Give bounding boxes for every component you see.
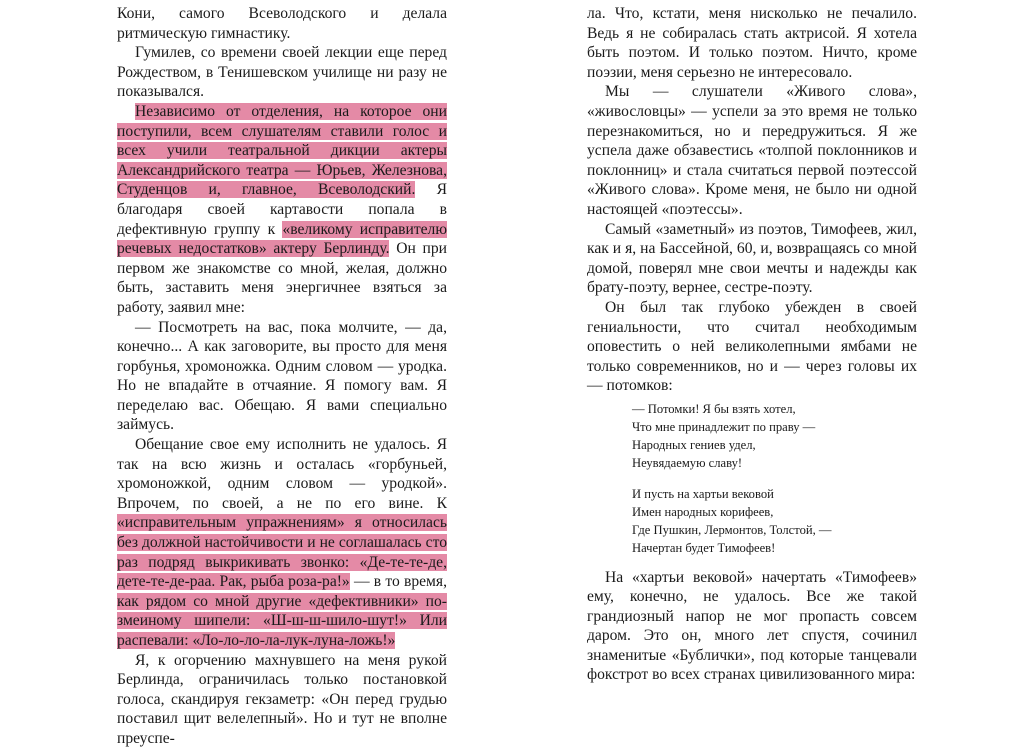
left-paragraph-5-text-b: — в то время, (349, 573, 447, 591)
left-page (117, 4, 447, 749)
poem-stanza-2 (632, 485, 917, 558)
right-paragraph-1: ла. Что, кстати, меня нисколько не печалило. Ведь я не собиралась стать актрисой. Я хотела быть поэтом. И только поэтом. Ничто, кроме поэзии, меня серьезно не интересовало. (587, 5, 917, 81)
poem-line: Имен народных корифеев, (632, 504, 774, 519)
left-paragraph-3 (117, 102, 447, 318)
highlight-3: «исправительным упражнениям» я относилась без должной настойчивости и не соглашалась сто раз подряд выкрикивать звонко: «Де-те-те-де, дете-те-де-раа. Рак, рыба роза-ра!» (117, 514, 447, 591)
right-paragraph-2: Мы — слушатели «Живого слова», «живословцы» — успели за это время не только перезнакомиться, но и передружиться. Я же успела даже обзавестись «толпой поклонников и поклонниц» и стала считаться первой поэтессой «Живого слова». Кроме меня, не было ни одной настоящей «поэтессы». (587, 83, 917, 218)
poem-line: Неувядаемую славу! (632, 456, 743, 471)
left-paragraph-5 (117, 435, 447, 651)
poem-line: Где Пушкин, Лермонтов, Толстой, — (632, 523, 832, 538)
right-paragraph-3: Самый «заметный» из поэтов, Тимофеев, жил, как и я, на Бассейной, 60, и, возвращаясь со мной домой, поверял мне свои мечты и надежды как брату-поэту, вернее, сестре-поэту. (587, 220, 917, 297)
right-page (587, 4, 917, 685)
left-paragraph-4: — Посмотреть на вас, пока молчите, — да, конечно... А как заговорите, вы просто для меня горбунья, хромоножка. Одним словом — уродка. Но не впадайте в отчаяние. Я помогу вам. Я переделаю вас. Обещаю. Я вами специально займусь. (117, 318, 447, 434)
highlight-4: как рядом со мной другие «дефективники» по-змеиному шипели: «Ш-ш-ш-шило-шут!» Или распевали: «Ло-ло-ло-ла-лук-луна-ложь!» (117, 592, 447, 649)
left-paragraph-1: Кони, самого Всеволодского и делала ритмическую гимнастику. (117, 5, 447, 42)
highlight-2: «великому исправителю речевых недостатков» актеру Берлинду. (117, 220, 447, 258)
poem-stanza-1 (632, 400, 917, 473)
poem (632, 400, 917, 558)
left-paragraph-2: Гумилев, со времени своей лекции еще перед Рождеством, в Тенишевском училище ни разу не показывался. (117, 44, 447, 101)
right-paragraph-4: Он был так глубоко убежден в своей гениальности, что считал необходимым оповестить о ней великолепными ямбами не только современников, но и — через головы их — потомков: (587, 298, 917, 395)
poem-line: Народных гениев удел, (632, 438, 756, 453)
right-paragraph-5: На «хартьи вековой» начертать «Тимофеев» ему, конечно, не удалось. Все же такой грандиозный напор не мог пропасть совсем даром. Это он, много лет спустя, сочинил знаменитые «Бублички», под которые танцевали фокстрот во всех странах цивилизованного мира: (587, 568, 917, 684)
poem-line: Что мне принадлежит по праву — (632, 420, 816, 435)
left-paragraph-3-text-a: Я благодаря своей картавости попала в дефективную группу к (117, 181, 447, 238)
poem-line: — Потомки! Я бы взять хотел, (632, 401, 796, 416)
left-paragraph-5-text-a: Обещание свое ему исполнить не удалось. Я так на всю жизнь и осталась «горбуньей, хромоножкой, одним словом — уродкой». Впрочем, по своей, а не по его вине. К (117, 436, 447, 512)
highlight-1: Независимо от отделения, на которое они поступили, всем слушателям ставили голос и всех учили театральной дикции актеры Александрийского театра — Юрьев, Железнова, Студенцов и, главное, Всеволодский. (117, 102, 447, 199)
poem-line: И пусть на хартьи вековой (632, 486, 774, 501)
left-paragraph-3-text-b: Он при первом же знакомстве со мной, желая, должно быть, заставить меня энергичнее взяться за работу, заявил мне: (117, 240, 448, 316)
left-paragraph-6: Я, к огорчению махнувшего на меня рукой Берлинда, ограничилась только постановкой голоса, скандируя гекзаметр: «Он перед грудью поставил щит велелепный». Но и тут не вполне преуспе- (117, 651, 447, 747)
poem-line: Начертан будет Тимофеев! (632, 541, 776, 556)
